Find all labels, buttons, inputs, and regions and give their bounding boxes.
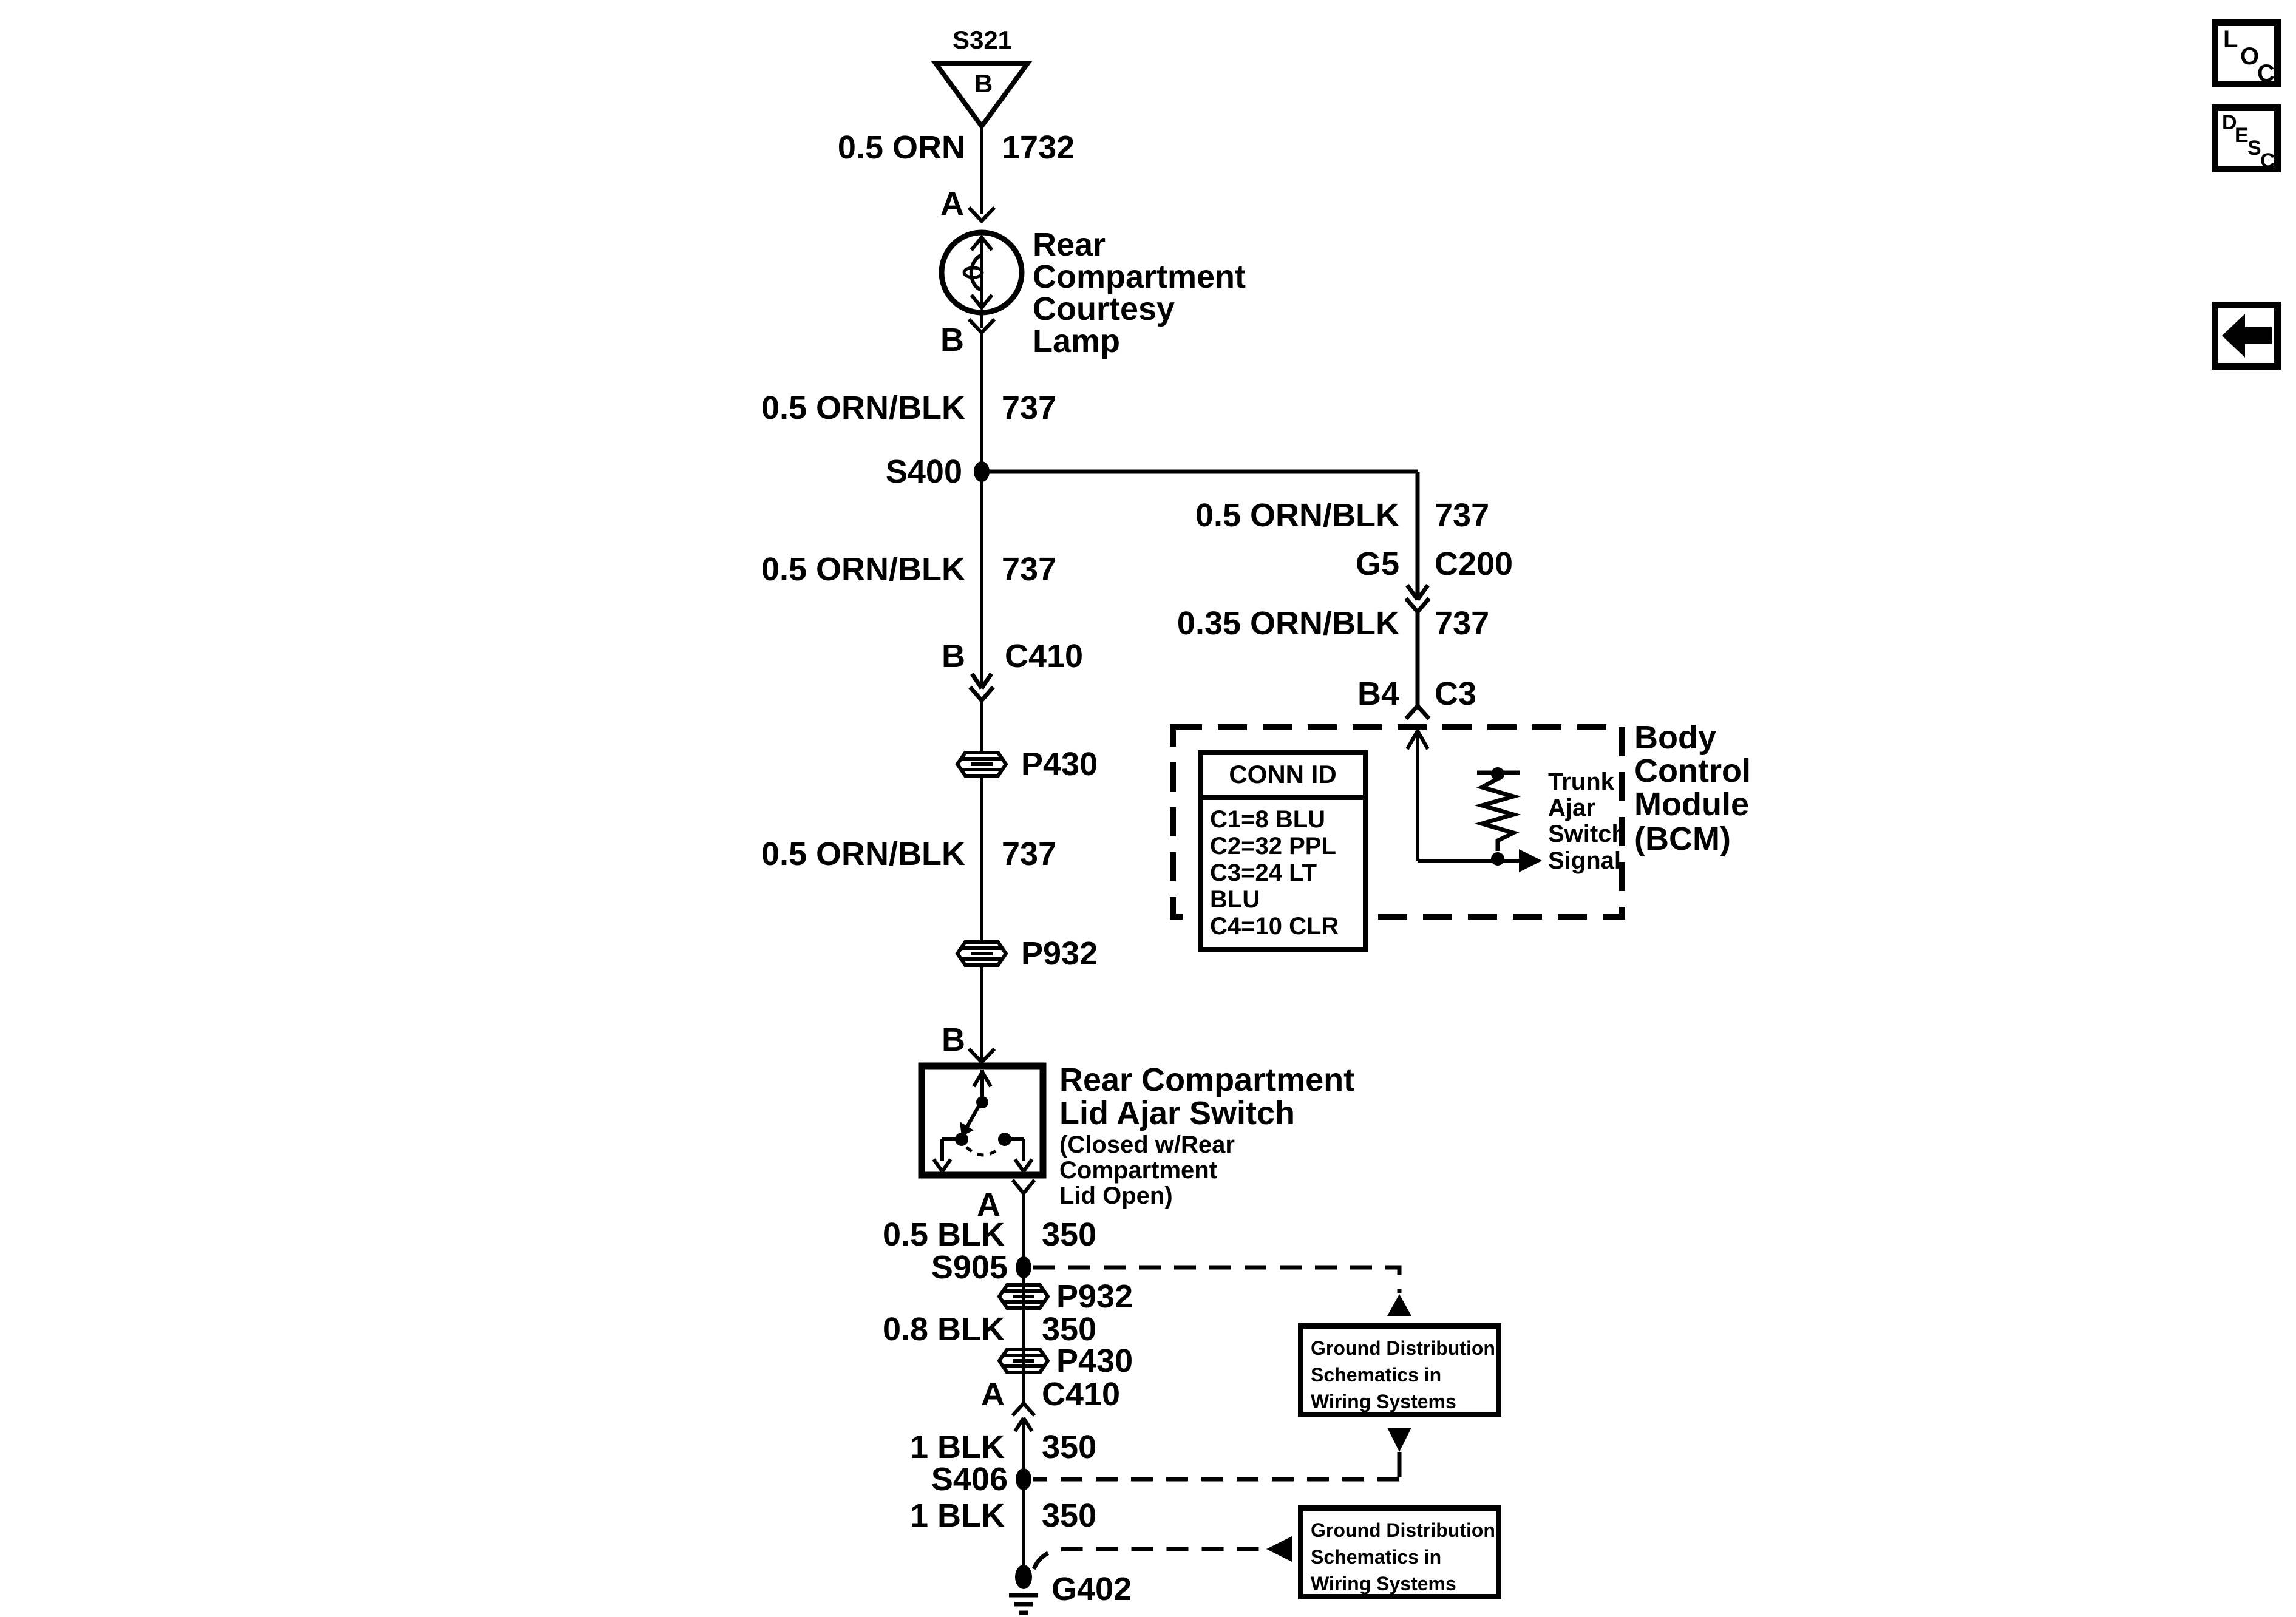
branch-wire035-label: 0.35 ORN/BLK	[1177, 605, 1399, 642]
bcm-name-line2: Control	[1634, 753, 1751, 789]
c410-top-id-label: C410	[1005, 638, 1084, 674]
back-button[interactable]	[2212, 302, 2281, 370]
bcm-signal-line3: Switch	[1548, 821, 1626, 847]
s406-link-arrowhead	[1387, 1428, 1411, 1452]
wire-orn-label: 0.5 ORN	[837, 129, 965, 166]
s905-label: S905	[931, 1249, 1008, 1286]
bcm-name-line1: Body	[1634, 719, 1716, 756]
conn-id-row-c3: C3=24 LT BLU	[1210, 859, 1317, 913]
wire-ornblk3-circuit: 737	[1002, 836, 1057, 872]
ref-box1-line3: Wiring Systems	[1311, 1391, 1456, 1412]
lamp-name-line4: Lamp	[1033, 323, 1121, 359]
wire-ornblk2-label: 0.5 ORN/BLK	[761, 551, 965, 588]
ref-box2-line1: Ground Distribution	[1311, 1519, 1495, 1541]
wire-lamp-to-c410	[969, 313, 994, 688]
bcm-signal-line1: Trunk	[1548, 768, 1614, 795]
ref-box2-line3: Wiring Systems	[1311, 1573, 1456, 1595]
conn-id-row-c4: C4=10 CLR	[1210, 913, 1339, 940]
ground-distribution-ref-box-1	[1298, 1323, 1501, 1417]
loc-letter-l: L	[2223, 26, 2238, 53]
feed-wire	[969, 126, 994, 221]
loc-button[interactable]	[2212, 19, 2281, 87]
switch-name-line1: Rear Compartment	[1059, 1062, 1355, 1098]
wire-blk05-circuit: 350	[1042, 1216, 1097, 1253]
s321-terminal-label: B	[974, 69, 993, 98]
conn-id-header: CONN ID	[1203, 755, 1363, 800]
lamp-terminal-b: B	[940, 322, 964, 358]
c3-pin-label: B4	[1357, 676, 1399, 712]
switch-terminal-a: A	[977, 1187, 1000, 1223]
resistor-bottom-junction-dot	[1491, 852, 1504, 866]
lamp-name-line3: Courtesy	[1033, 291, 1175, 327]
switch-pivot-dot	[976, 1096, 988, 1108]
s406-label: S406	[931, 1461, 1008, 1497]
wire-blk1b-label: 1 BLK	[909, 1497, 1005, 1534]
p932-top-label: P932	[1021, 935, 1098, 972]
s400-label: S400	[885, 453, 962, 490]
c410-top-pin-label: B	[942, 638, 965, 674]
c410-bottom-pin-label: A	[981, 1376, 1005, 1412]
loc-letter-c: C	[2257, 60, 2275, 87]
lamp-name-line2: Compartment	[1033, 259, 1246, 295]
g402-label: G402	[1051, 1571, 1132, 1607]
wire-blk1b-circuit: 350	[1042, 1497, 1097, 1534]
switch-note-line1: (Closed w/Rear	[1059, 1131, 1235, 1158]
desc-letter-d: D	[2222, 111, 2237, 134]
wire-ornblk1-circuit: 737	[1002, 390, 1057, 426]
switch-contact-right-dot	[998, 1133, 1011, 1146]
p430-bottom-label: P430	[1056, 1343, 1133, 1379]
p932-grommet-top	[957, 942, 1006, 965]
loc-letter-o: O	[2240, 43, 2260, 70]
ref-box1-line1: Ground Distribution	[1311, 1337, 1495, 1359]
conn-id-row-c1: C1=8 BLU	[1210, 806, 1326, 833]
wire-ornblk3-label: 0.5 ORN/BLK	[761, 836, 965, 872]
desc-button[interactable]	[2212, 104, 2281, 172]
bcm-signal-arrowhead	[1519, 849, 1542, 872]
ref-box2-line2: Schematics in	[1311, 1546, 1442, 1568]
switch-note-line2: Compartment	[1059, 1157, 1218, 1184]
g402-link-arrowhead	[1266, 1536, 1292, 1562]
desc-letter-e: E	[2235, 124, 2249, 147]
s321-label: S321	[952, 25, 1013, 54]
bcm-name-line4: (BCM)	[1634, 821, 1731, 857]
branch-wire-circuit: 737	[1435, 497, 1490, 534]
c410-bottom-id-label: C410	[1042, 1376, 1121, 1412]
switch-terminal-b: B	[942, 1022, 965, 1058]
s905-link-arrowhead	[1387, 1294, 1411, 1316]
branch-wire-label: 0.5 ORN/BLK	[1195, 497, 1399, 534]
wire-ornblk1-label: 0.5 ORN/BLK	[761, 390, 965, 426]
back-arrow-icon	[2218, 308, 2274, 363]
p430-top-label: P430	[1021, 746, 1098, 782]
g402-ground-symbol	[1009, 1565, 1038, 1613]
resistor-symbol	[1477, 773, 1520, 851]
wire-blk08-label: 0.8 BLK	[882, 1311, 1005, 1348]
wire-blk1a-label: 1 BLK	[909, 1429, 1005, 1465]
lamp-terminal-a: A	[940, 186, 964, 222]
courtesy-lamp-symbol	[942, 232, 1022, 313]
bcm-name-line3: Module	[1634, 786, 1749, 822]
ground-distribution-ref-box-2	[1298, 1505, 1501, 1599]
c200-id-label: C200	[1435, 546, 1513, 582]
switch-name-line2: Lid Ajar Switch	[1059, 1095, 1296, 1131]
g402-reference-link	[1034, 1549, 1264, 1569]
branch-wire035-circuit: 737	[1435, 605, 1490, 642]
resistor-top-junction-dot	[1491, 767, 1504, 781]
lid-switch-internals	[934, 1070, 1032, 1171]
switch-contact-left-dot	[955, 1133, 968, 1146]
wire-blk05-label: 0.5 BLK	[882, 1216, 1005, 1253]
switch-note-line3: Lid Open)	[1059, 1182, 1173, 1209]
desc-letter-s: S	[2247, 137, 2261, 160]
wire-blk08-circuit: 350	[1042, 1311, 1097, 1348]
c200-pin-label: G5	[1355, 546, 1399, 582]
lamp-name-line1: Rear	[1033, 226, 1106, 263]
conn-id-row-c2: C2=32 PPL	[1210, 833, 1336, 859]
p932-bottom-label: P932	[1056, 1278, 1133, 1315]
c3-id-label: C3	[1435, 676, 1477, 712]
ref-box1-line2: Schematics in	[1311, 1364, 1442, 1386]
wire-ornblk2-circuit: 737	[1002, 551, 1057, 588]
bcm-conn-id-table	[1198, 750, 1368, 952]
wire-orn-circuit: 1732	[1002, 129, 1075, 166]
p430-grommet-top	[957, 753, 1006, 776]
s406-splice-dot	[1016, 1468, 1031, 1490]
wire-blk1a-circuit: 350	[1042, 1429, 1097, 1465]
bcm-signal-line4: Signal	[1548, 847, 1622, 874]
desc-letter-c: C	[2260, 149, 2275, 172]
s905-splice-dot	[1016, 1256, 1031, 1278]
bcm-signal-line2: Ajar	[1548, 795, 1595, 821]
